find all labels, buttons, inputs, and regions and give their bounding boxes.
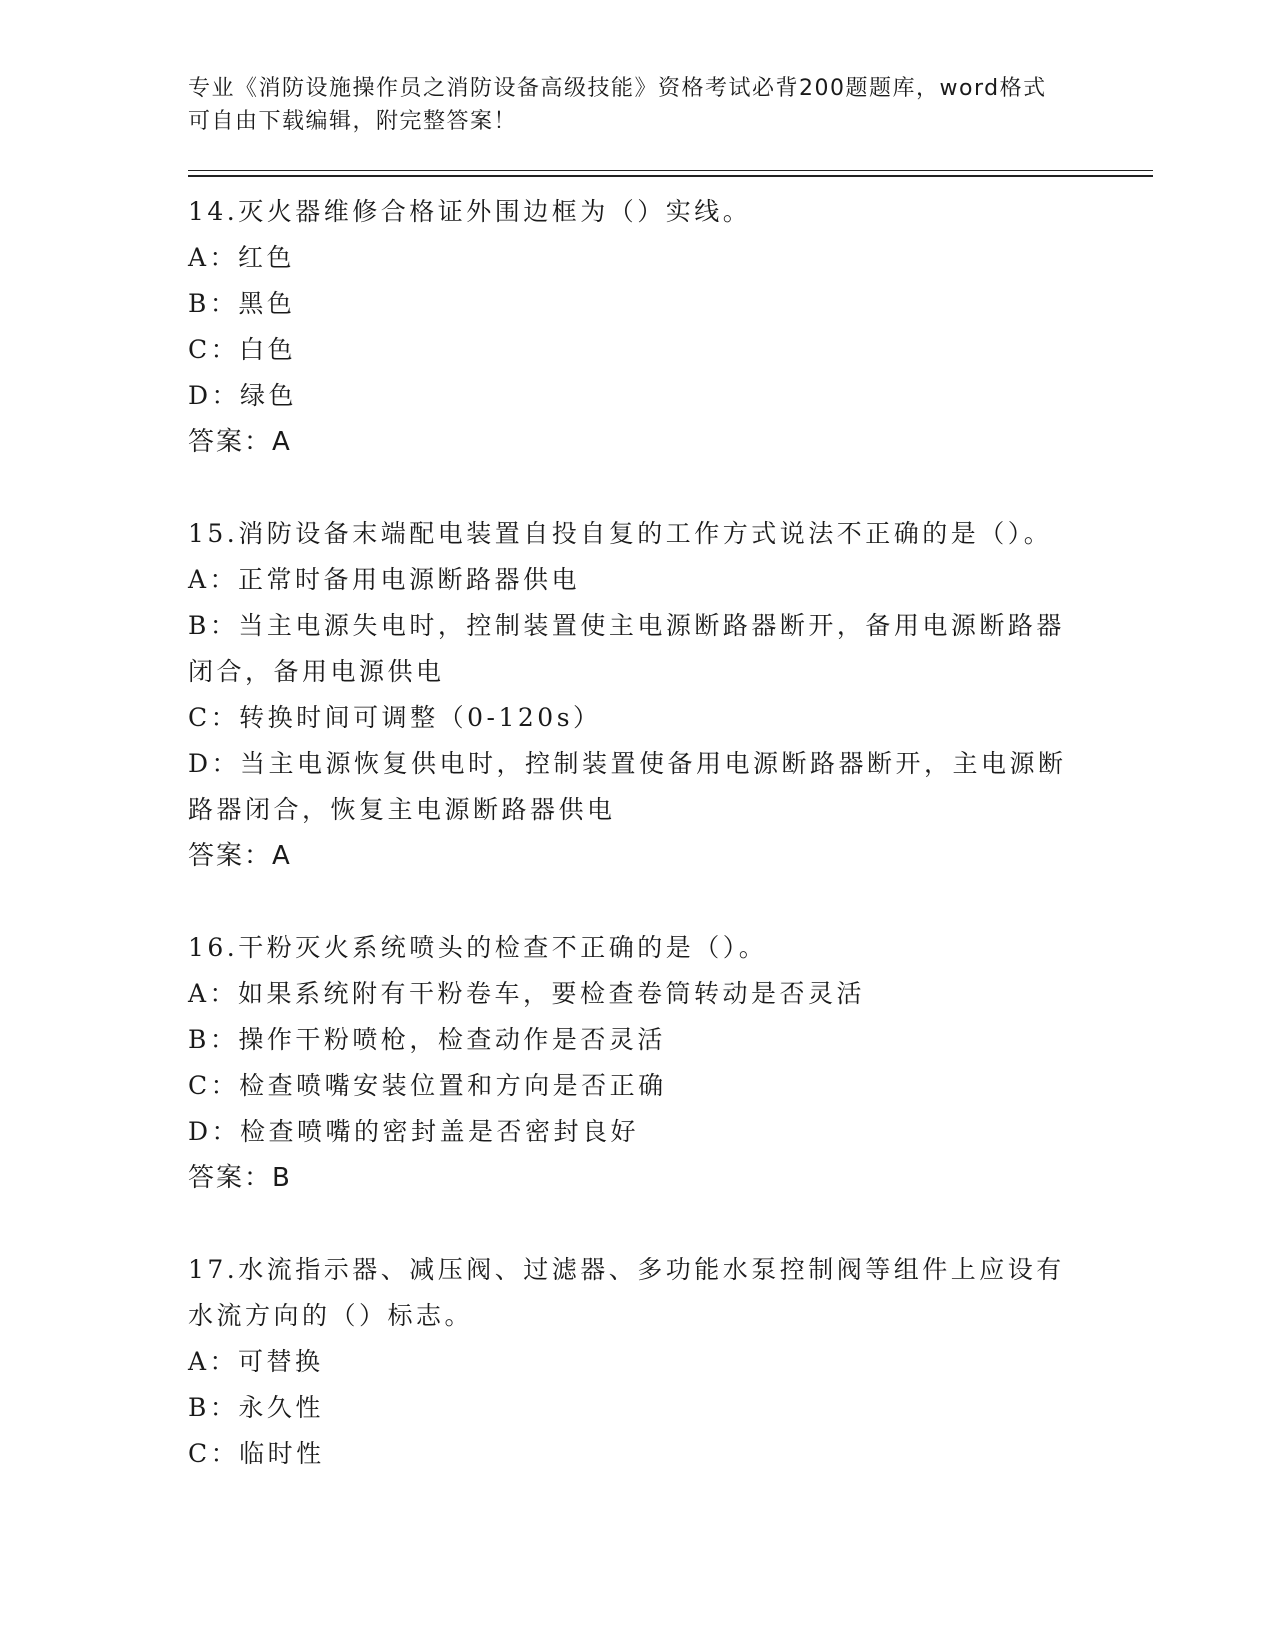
option-a: A：如果系统附有干粉卷车，要检查卷筒转动是否灵活: [188, 979, 866, 1008]
option-a: A：正常时备用电源断路器供电: [188, 565, 581, 594]
question-stem: 17.水流指示器、减压阀、过滤器、多功能水泵控制阀等组件上应设有水流方向的（）标志。: [188, 1255, 1065, 1330]
question-block: [188, 1247, 1088, 1477]
answer-line: 答案：A: [188, 841, 292, 871]
document-header: 专业《消防设施操作员之消防设备高级技能》资格考试必背200题题库，word格式可自由下载编辑，附完整答案！: [188, 76, 1047, 134]
option-c: C：临时性: [188, 1439, 325, 1468]
question-list: [188, 189, 1088, 1477]
option-d: D：检查喷嘴的密封盖是否密封良好: [188, 1117, 640, 1146]
question-block: [188, 511, 1088, 879]
question-stem: 14.灭火器维修合格证外围边框为（）实线。: [188, 197, 752, 226]
option-b: B：黑色: [188, 289, 296, 318]
option-b: B：永久性: [188, 1393, 324, 1422]
question-block: [188, 189, 1088, 465]
option-a: A：可替换: [188, 1347, 324, 1376]
question-stem: 16.干粉灭火系统喷头的检查不正确的是（）。: [188, 933, 768, 962]
question-block: [188, 925, 1088, 1201]
option-c: C：检查喷嘴安装位置和方向是否正确: [188, 1071, 667, 1100]
option-d: D：绿色: [188, 381, 298, 410]
option-c: C：转换时间可调整（0-120s）: [188, 703, 602, 732]
header-divider-thick: [188, 175, 1153, 177]
question-stem: 15.消防设备末端配电装置自投自复的工作方式说法不正确的是（）。: [188, 519, 1053, 548]
option-a: A：红色: [188, 243, 296, 272]
answer-line: 答案：A: [188, 427, 292, 457]
answer-line: 答案：B: [188, 1163, 292, 1193]
option-d: D：当主电源恢复供电时，控制装置使备用电源断路器断开，主电源断路器闭合，恢复主电源断路器供电: [188, 749, 1067, 824]
option-b: B：操作干粉喷枪，检查动作是否灵活: [188, 1025, 666, 1054]
option-b: B：当主电源失电时，控制装置使主电源断路器断开，备用电源断路器闭合，备用电源供电: [188, 611, 1065, 686]
header-divider-thin: [188, 170, 1153, 171]
option-c: C：白色: [188, 335, 297, 364]
